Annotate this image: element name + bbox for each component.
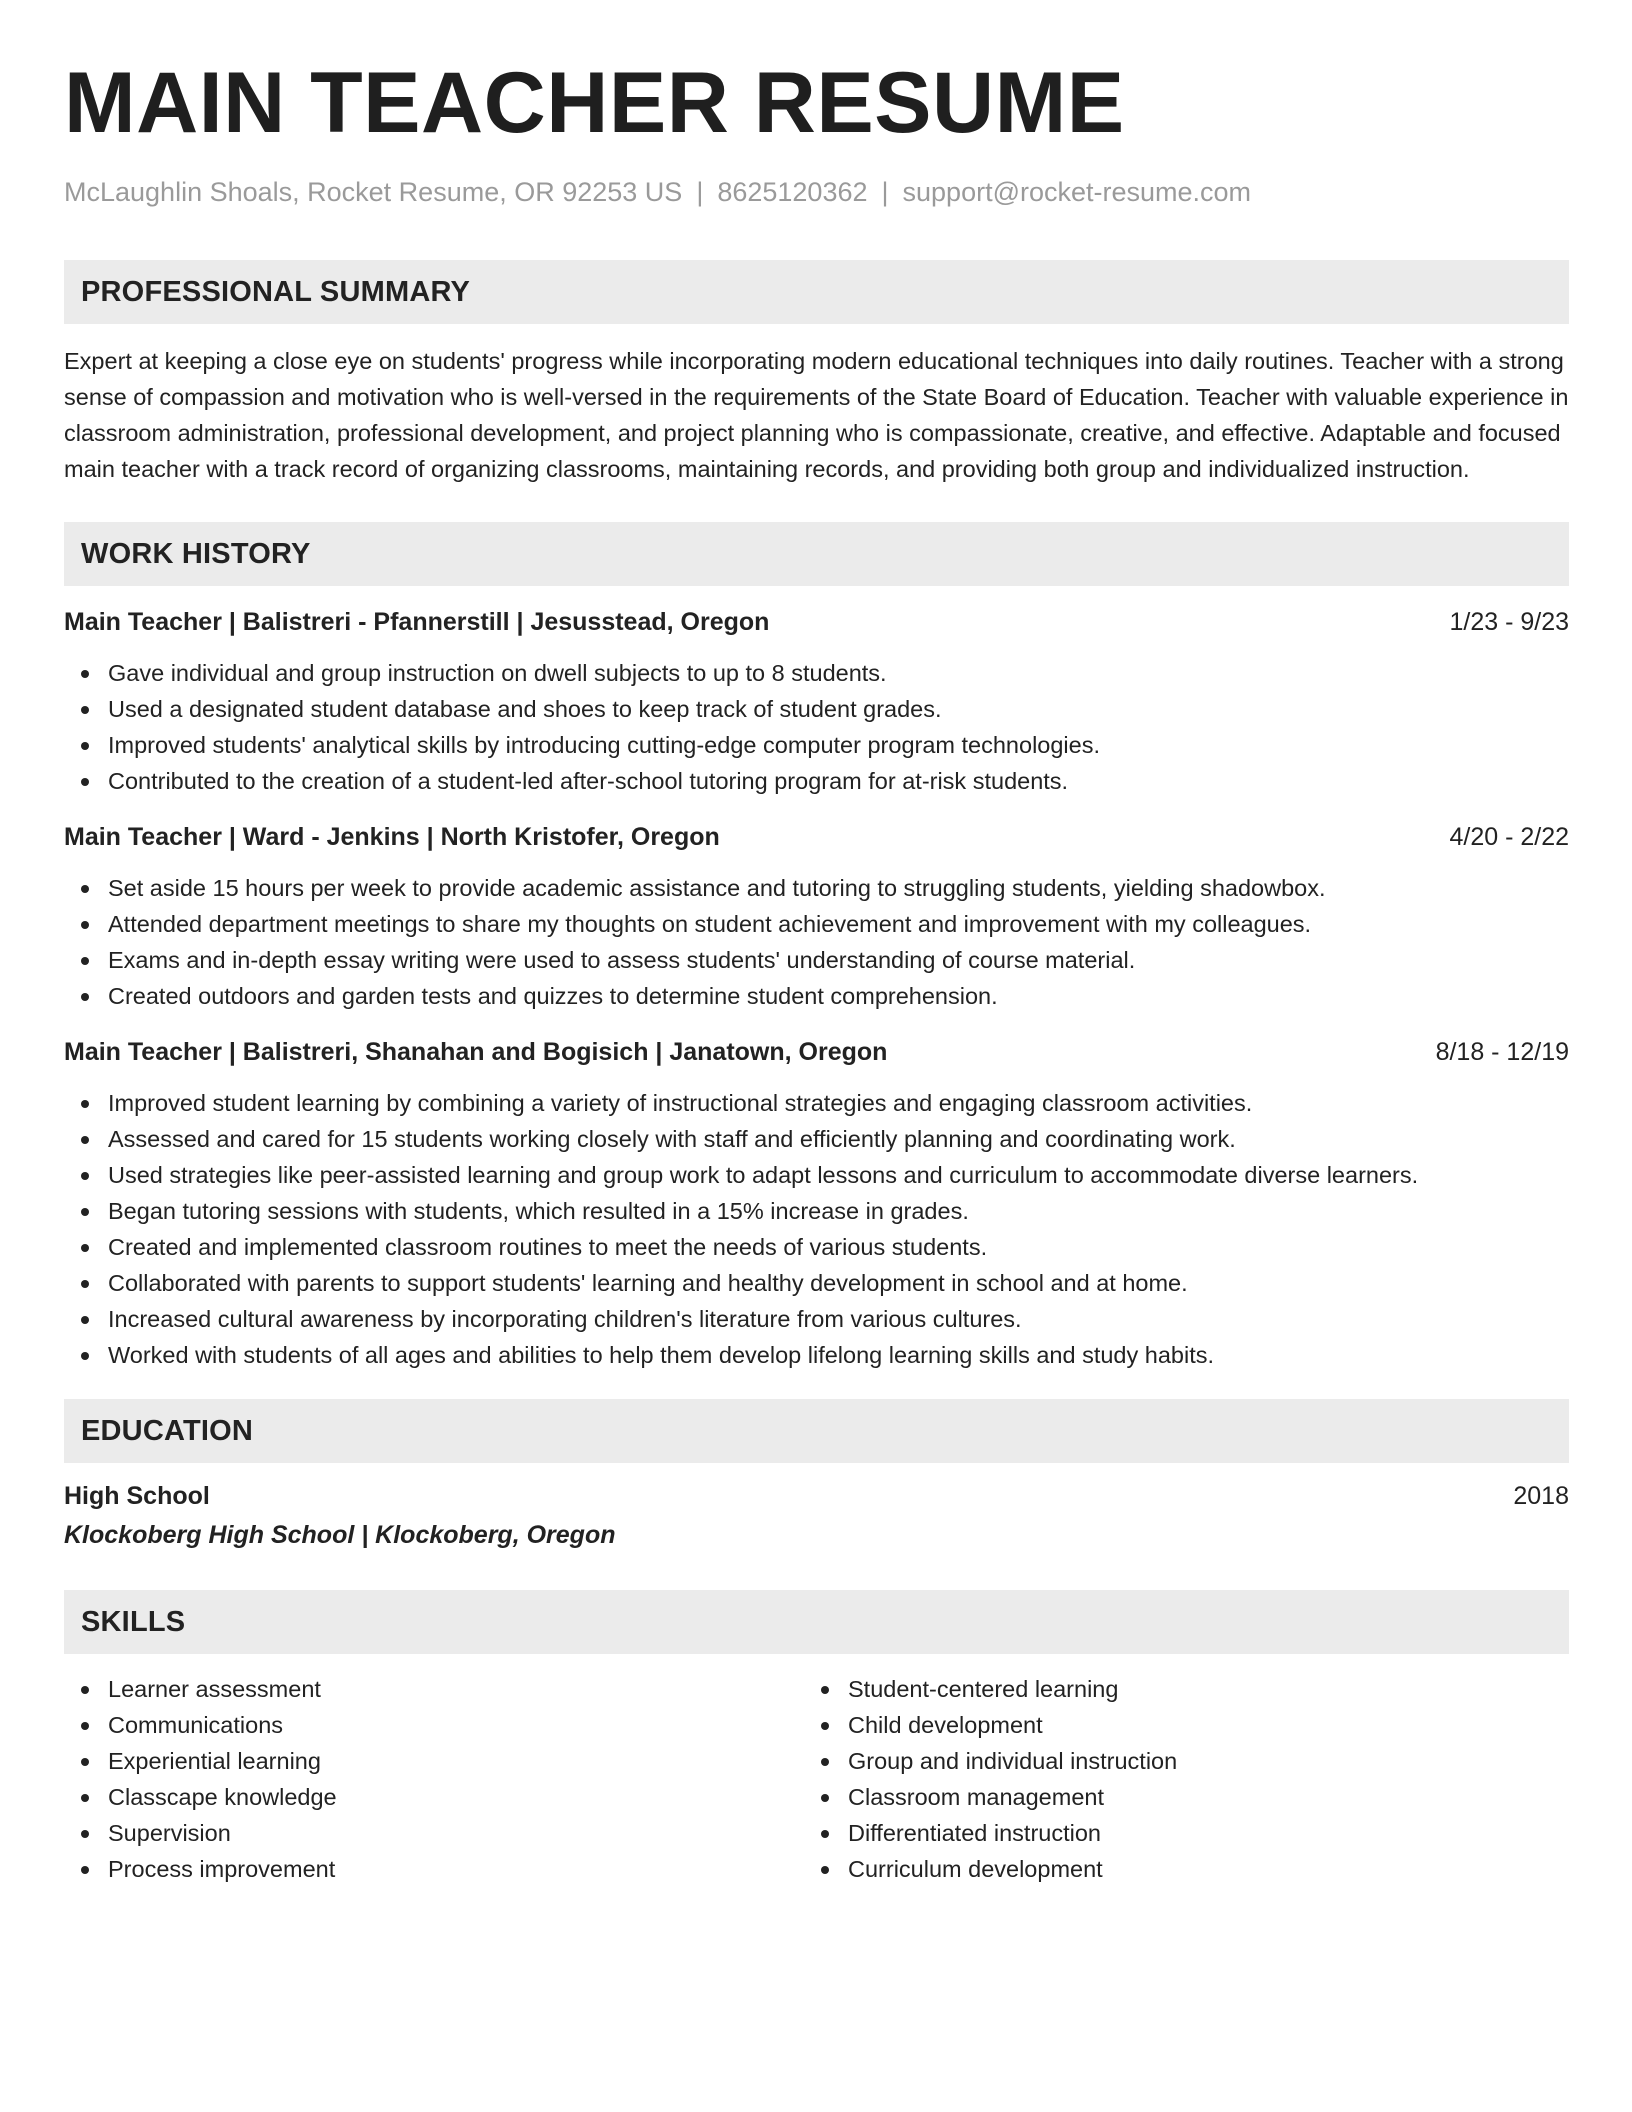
job-bullet: Increased cultural awareness by incorporating children's literature from various cultures. — [64, 1301, 1569, 1337]
education-school: Klockoberg High School | Klockoberg, Oregon — [64, 1521, 616, 1550]
contact-separator: | — [696, 177, 704, 207]
job-bullet: Improved student learning by combining a variety of instructional strategies and engaging classroom activities. — [64, 1085, 1569, 1121]
contact-line — [64, 176, 1569, 208]
job-bullet: Created and implemented classroom routines to meet the needs of various students. — [64, 1229, 1569, 1265]
skill-item: Experiential learning — [64, 1743, 804, 1779]
job-bullets — [64, 870, 1569, 1014]
job-bullet: Contributed to the creation of a student-led after-school tutoring program for at-risk students. — [64, 763, 1569, 799]
job-entry — [64, 820, 1569, 1014]
contact-address: McLaughlin Shoals, Rocket Resume, OR 92253 US — [64, 177, 683, 207]
skill-item: Communications — [64, 1707, 804, 1743]
education-degree: High School — [64, 1482, 210, 1511]
skill-item: Classcape knowledge — [64, 1779, 804, 1815]
summary-text: Expert at keeping a close eye on students' progress while incorporating modern educational techniques into daily routines. Teacher with a strong sense of compassion and motivation who is well-versed in the requirements of the State Board of Education. Teacher with valuable experience in classroom administration, professional development, and project planning who is compassionate, creative, and effective. Adaptable and focused main teacher with a track record of organizing classrooms, maintaining records, and providing both group and individualized instruction. — [64, 348, 1569, 483]
job-bullet: Began tutoring sessions with students, which resulted in a 15% increase in grades. — [64, 1193, 1569, 1229]
job-dates: 4/20 - 2/22 — [1449, 823, 1569, 852]
job-bullet: Collaborated with parents to support students' learning and healthy development in school and at home. — [64, 1265, 1569, 1301]
job-bullet: Used strategies like peer-assisted learning and group work to adapt lessons and curriculum to accommodate diverse learners. — [64, 1157, 1569, 1193]
skill-item: Child development — [804, 1707, 1569, 1743]
contact-separator: | — [881, 177, 889, 207]
section-heading-skills: SKILLS — [64, 1590, 1569, 1654]
job-bullet: Gave individual and group instruction on dwell subjects to up to 8 students. — [64, 655, 1569, 691]
section-heading-summary: PROFESSIONAL SUMMARY — [64, 260, 1569, 324]
job-title: Main Teacher | Balistreri - Pfannerstill | Jesusstead, Oregon — [64, 608, 770, 637]
contact-email: support@rocket-resume.com — [902, 177, 1252, 207]
job-bullet: Created outdoors and garden tests and quizzes to determine student comprehension. — [64, 978, 1569, 1014]
section-heading-work-history: WORK HISTORY — [64, 522, 1569, 586]
skill-item: Differentiated instruction — [804, 1815, 1569, 1851]
skills-list-left — [64, 1671, 804, 1887]
section-heading-education: EDUCATION — [64, 1399, 1569, 1463]
job-bullet: Used a designated student database and shoes to keep track of student grades. — [64, 691, 1569, 727]
job-header — [64, 1035, 1569, 1069]
skill-item: Process improvement — [64, 1851, 804, 1887]
skill-item: Group and individual instruction — [804, 1743, 1569, 1779]
job-bullet: Improved students' analytical skills by introducing cutting-edge computer program technologies. — [64, 727, 1569, 763]
job-title: Main Teacher | Balistreri, Shanahan and Bogisich | Janatown, Oregon — [64, 1038, 888, 1067]
job-header — [64, 820, 1569, 854]
skills-columns — [64, 1671, 1569, 1887]
skill-item: Supervision — [64, 1815, 804, 1851]
job-bullet: Set aside 15 hours per week to provide academic assistance and tutoring to struggling students, yielding shadowbox. — [64, 870, 1569, 906]
job-bullet: Assessed and cared for 15 students working closely with staff and efficiently planning and coordinating work. — [64, 1121, 1569, 1157]
skill-item: Curriculum development — [804, 1851, 1569, 1887]
job-bullets — [64, 1085, 1569, 1373]
skills-list-right — [804, 1671, 1569, 1887]
job-bullet: Exams and in-depth essay writing were used to assess students' understanding of course material. — [64, 942, 1569, 978]
job-entry — [64, 1035, 1569, 1373]
resume-title: MAIN TEACHER RESUME — [64, 55, 1125, 151]
skill-item: Student-centered learning — [804, 1671, 1569, 1707]
job-entry — [64, 605, 1569, 799]
job-header — [64, 605, 1569, 639]
job-bullet: Attended department meetings to share my thoughts on student achievement and improvement with my colleagues. — [64, 906, 1569, 942]
job-dates: 1/23 - 9/23 — [1449, 608, 1569, 637]
job-dates: 8/18 - 12/19 — [1435, 1038, 1569, 1067]
education-year: 2018 — [1513, 1482, 1569, 1511]
skill-item: Learner assessment — [64, 1671, 804, 1707]
job-title: Main Teacher | Ward - Jenkins | North Kristofer, Oregon — [64, 823, 720, 852]
job-bullet: Worked with students of all ages and abilities to help them develop lifelong learning skills and study habits. — [64, 1337, 1569, 1373]
job-bullets — [64, 655, 1569, 799]
contact-phone: 8625120362 — [717, 177, 868, 207]
education-header — [64, 1479, 1569, 1513]
skill-item: Classroom management — [804, 1779, 1569, 1815]
